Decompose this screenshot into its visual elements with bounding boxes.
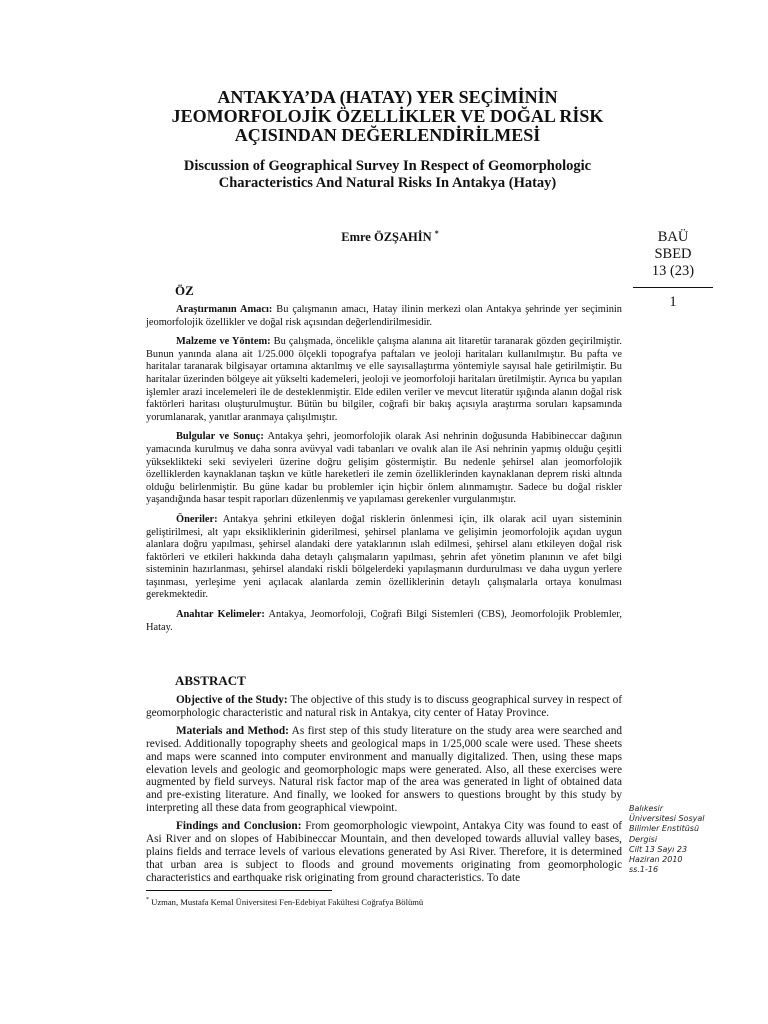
abstract-paragraph: [146, 820, 622, 885]
oz-heading: ÖZ: [175, 283, 194, 298]
paragraph-label: Malzeme ve Yöntem:: [176, 336, 271, 348]
paragraph-label: Materials and Method:: [176, 724, 289, 737]
footnote-divider: [146, 890, 332, 891]
journal-line: Cilt 13 Sayı 23: [629, 844, 688, 854]
paragraph-text: Bu çalışmada, öncelikle çalışma alanına ait litaretür taranarak gözden geçirilmiştir. Bunun yanında alana ait 1/25.000 ölçekli topografya paftaları ve jeoloji haritaları kullanılmıştır. Bu pafta ve haritalar taranarak bilgisayar ortamına aktarılmış ve elle sayısallaştırma yöntemiyle sayısal hale getirilmiştir. Bu haritalar üzerinden bölgeye ait yükselti kademeleri, jeoloji ve jeomorfoloji haritaları üretilmiştir. Ayrıca bu yapılan işlemler arazi incelemeleri ile de desteklenmiştir. Elde edilen veriler ve mevcut literatür ışığında alanın doğal risk faktörleri haritası oluşturulmuştur. Bütün bu bilgiler, coğrafi bir bakış açısıyla araştırma soruları kapsamında yorumlanarak, yanıtlar aranmaya çalışılmıştır.: [146, 336, 622, 423]
paragraph-text: As first step of this study literature on the study area were searched and revised. Additionally topography sheets and geological maps in 1/25,000 scale were used. These sheets and maps were scanned into computer environment and manually digitalized. Then, using these maps elevation levels and geologic and geomorphologic maps were generated. Also, all these exercises were augmented by field surveys. Natural risk factor map of the area was generated in light of obtained data and pre-existing literature. And finally, we looked for answers to questions brought by this study by interpreting all these data from geographical viewpoint.: [146, 724, 622, 815]
author: [250, 229, 530, 245]
footnote: [146, 897, 622, 907]
paragraph-text: Bu çalışmanın amacı, Hatay ilinin merkezi olan Antakya şehrinde yer seçiminin jeomorfolojik özellikler ve doğal risk açısından değerlendirilmesidir.: [146, 304, 622, 328]
title-line: JEOMORFOLOJİK ÖZELLİKLER VE DOĞAL RİSK: [171, 106, 604, 126]
abstract-heading: ABSTRACT: [175, 673, 246, 688]
sidebox-line: SBED: [654, 246, 692, 262]
abstract-paragraph: [146, 725, 622, 815]
footnote-text: Uzman, Mustafa Kemal Üniversitesi Fen-Edebiyat Fakültesi Coğrafya Bölümü: [151, 897, 424, 907]
paragraph-label: Bulgular ve Sonuç:: [176, 431, 264, 443]
journal-line: Bilimler Enstitüsü: [629, 824, 700, 834]
oz-paragraph: [146, 304, 622, 329]
journal-citation: [629, 804, 724, 875]
oz-paragraph: [146, 514, 622, 602]
paragraph-label: Findings and Conclusion:: [176, 820, 302, 833]
page-number: 1: [669, 294, 677, 310]
paper-subtitle: [150, 158, 625, 192]
paragraph-label: Araştırmanın Amacı:: [176, 304, 273, 315]
paragraph-text: From geomorphologic viewpoint, Antakya City was found to east of Asi River and on slopes of Habibineccar Mountain, and then developed towards alluvial valley bases, plains fields and terrace levels of various elevations generated by Asi River. Therefore, it is determined that urban area is subject to floods and ground movements originating from geomorphologic characteristics and earthquake risk originating from ground characteristics. To date: [146, 820, 622, 884]
journal-sidebox: [633, 229, 713, 311]
oz-paragraph: [146, 431, 622, 507]
paragraph-text: Antakya, Jeomorfoloji, Coğrafi Bilgi Sistemleri (CBS), Jeomorfolojik Problemler, Hatay.: [146, 609, 622, 633]
oz-section: [146, 304, 622, 641]
author-footnote-mark: *: [434, 229, 439, 238]
title-line: AÇISINDAN DEĞERLENDİRİLMESİ: [234, 125, 541, 145]
paragraph-text: Antakya şehri, jeomorfolojik olarak Asi nehrinin doğusunda Habibineccar dağının yamacında kurulmuş ve daha sonra avüvyal vadi tabanları ve ovalık alan ile Asi nehrinin yapmış olduğu çeşitli yükseklikteki seki seviyeleri üzerine doğru gelişim göstermiştir. Bu nedenle şehirsel alan jeomorfolojik özelliklerden kaynaklanan taşkın ve kütle hareketleri ile zemin özelliklerinden kaynaklanan deprem riski altında olduğu belirlenmiştir. Bu güne kadar bu problemler için hiçbir önlem alınmamıştır. Sadece bu doğal riskler yaşandığında hasar tespit raporları düzenlenmiş ve yapılaması gerekenler vurgulanmıştır.: [146, 431, 623, 506]
subtitle-line: Discussion of Geographical Survey In Respect of Geomorphologic: [183, 158, 592, 174]
abstract-section: [146, 694, 622, 890]
paragraph-text: The objective of this study is to discuss geographical survey in respect of geomorphologic characteristic and natural risk in Antakya, city center of Hatay Province.: [146, 694, 622, 719]
paragraph-label: Öneriler:: [176, 513, 218, 525]
paragraph-label: Objective of the Study:: [176, 694, 288, 706]
journal-line: Üniversitesi Sosyal: [629, 814, 705, 824]
title-line: ANTAKYA’DA (HATAY) YER SEÇİMİNİN: [217, 87, 558, 107]
journal-line: Haziran 2010: [629, 855, 683, 865]
sidebox-line: BAÜ: [657, 229, 689, 245]
oz-paragraph: [146, 336, 622, 424]
journal-line: ss.1-16: [629, 865, 659, 875]
journal-line: Balıkesir: [629, 804, 664, 813]
sidebox-divider: [633, 287, 713, 288]
sidebox-line: 13 (23): [651, 263, 695, 279]
abstract-paragraph: [146, 694, 622, 720]
oz-paragraph: [146, 609, 622, 634]
paragraph-label: Anahtar Kelimeler:: [176, 609, 265, 621]
paper-title: [150, 88, 625, 145]
subtitle-line: Characteristics And Natural Risks In Antakya (Hatay): [218, 175, 557, 191]
journal-line: Dergisi: [629, 834, 658, 844]
paragraph-text: Antakya şehrini etkileyen doğal risklerin önlenmesi için, ilk olarak acil uyarı sisteminin geliştirilmesi, alt yapı eksikliklerinin giderilmesi, şehirsel planlama ve gelişimin jeomorfolojik açıdan uygun alanlara doğru yapılması, şehirsel alandaki dere yataklarının ıslah edilmesi, şehirsel alanı etkileyen doğal risk faktörleri ve etkileri hakkında daha detaylı çalışmaların yapılması, şehrin afet yönetim planının ve afet bilgi sisteminin hazırlanması, şehirsel alandaki riskli bölgelerdeki yapılaşmanın durdurulması ve daha uygun yerlere taşınması, yerleşime yeni açılacak alanlarda zemin özelliklerinin detaylı çalışmalarla ortaya konulması gerekmektedir.: [146, 513, 622, 601]
author-name: Emre ÖZŞAHİN: [341, 230, 432, 245]
footnote-mark: *: [146, 897, 149, 904]
